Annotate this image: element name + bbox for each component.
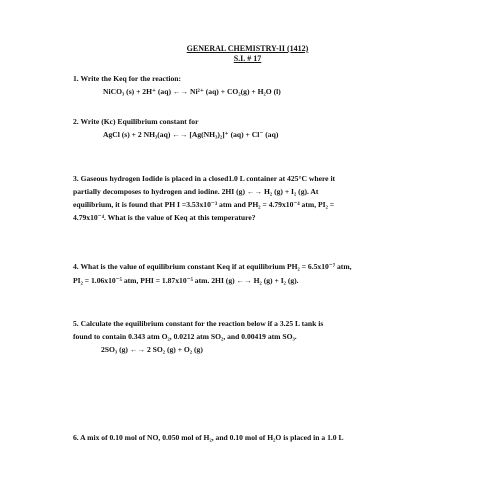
question-3-line-1: 3. Gaseous hydrogen Iodide is placed in a closed1.0 L container at 425°C where it: [73, 174, 336, 183]
question-3-line-2: partially decomposes to hydrogen and iodine. 2HI (g) ←→ H₂ (g) + I₂ (g). At: [73, 187, 319, 196]
question-2-equation: AgCl (s) + 2 NH₃(aq) ←→ [Ag(NH₃)₂]⁺ (aq) + Cl⁻ (aq): [103, 130, 279, 139]
question-4-line-2: PI₂ = 1.06x10⁻⁵ atm, PHI = 1.87x10⁻⁵ atm. 2HI (g) ←→ H₂ (g) + I₂ (g).: [73, 276, 299, 285]
question-3-line-4: 4.79x10⁻⁴. What is the value of Keq at this temperature?: [73, 213, 256, 222]
course-title: GENERAL CHEMISTRY-II (1412): [186, 44, 309, 53]
question-5-line-1: 5. Calculate the equilibrium constant for the reaction below if a 3.25 L tank is: [73, 319, 324, 328]
question-1-equation: NiCO₃ (s) + 2H⁺ (aq) ←→ Ni²⁺ (aq) + CO₂(g) + H₂O (l): [103, 87, 281, 96]
question-1-prompt: 1. Write the Keq for the reaction:: [73, 74, 182, 83]
question-5-equation: 2SO₃ (g) ←→ 2 SO₂ (g) + O₂ (g): [101, 345, 203, 354]
question-4-line-1: 4. What is the value of equilibrium constant Keq if at equilibrium PH₂ = 6.5x10⁻⁷ atm,: [73, 262, 352, 271]
question-2-prompt: 2. Write (Kc) Equilibrium constant for: [73, 117, 199, 126]
question-6-line-1: 6. A mix of 0.10 mol of NO, 0.050 mol of H₂, and 0.10 mol of H₂O is placed in a 1.0 L: [73, 433, 344, 442]
question-5-line-2: found to contain 0.343 atm O₂, 0.0212 atm SO₂, and 0.00419 atm SO₃.: [73, 332, 297, 341]
session-number: S.I. # 17: [233, 54, 262, 63]
question-3-line-3: equilibrium, it is found that PH I =3.53x10⁻³ atm and PH₂ = 4.79x10⁻⁴ atm, PI₂ =: [73, 200, 335, 209]
